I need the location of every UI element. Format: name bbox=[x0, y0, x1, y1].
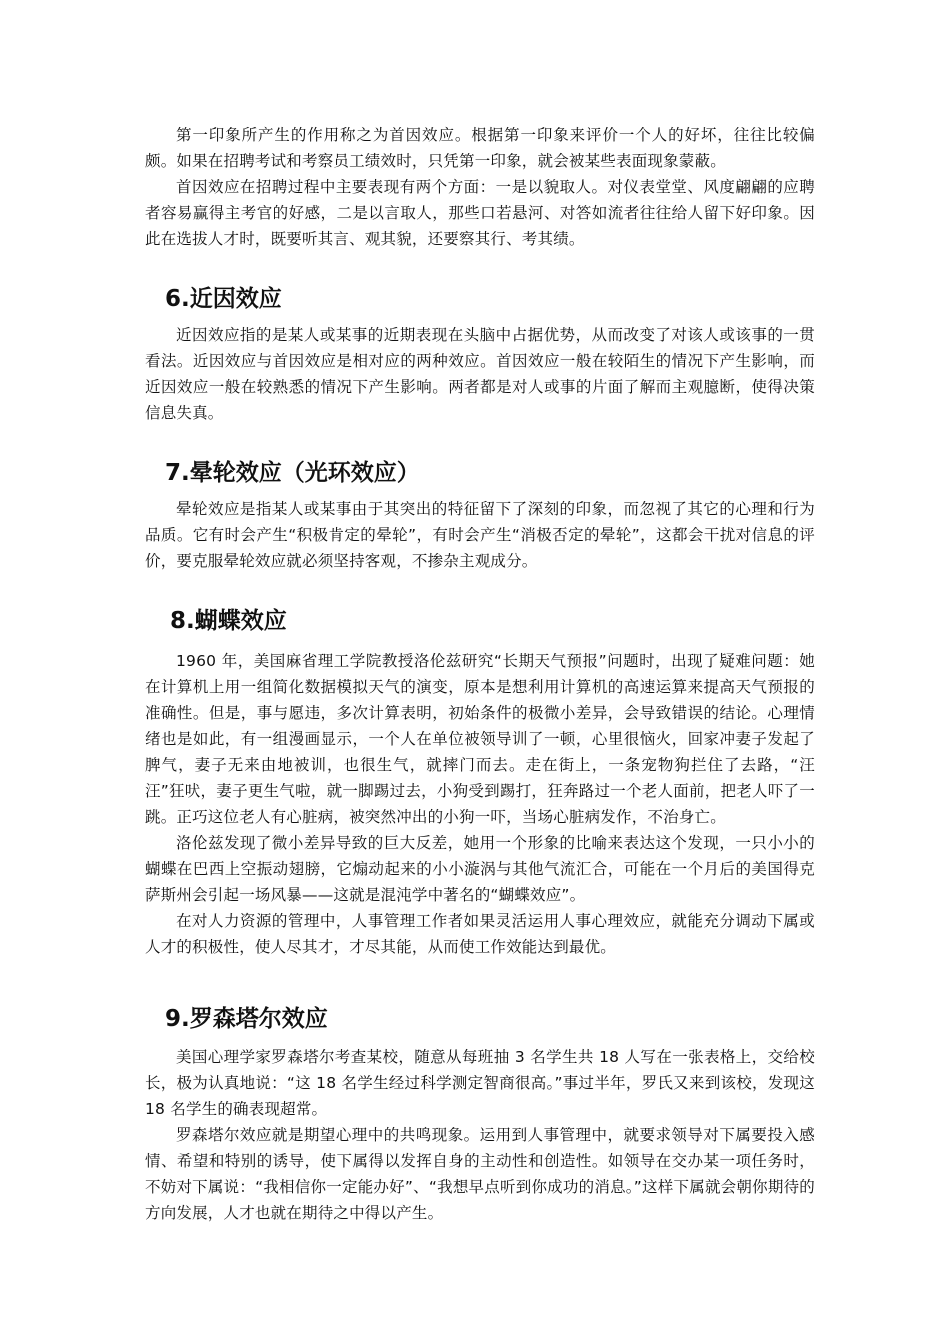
section-6-body bbox=[145, 322, 815, 426]
section-9-body bbox=[145, 1044, 815, 1226]
section-8-paragraph-3: 在对人力资源的管理中，人事管理工作者如果灵活运用人事心理效应，就能充分调动下属或人才的积极性，使人尽其才，才尽其能，从而使工作效能达到最优。 bbox=[145, 912, 815, 956]
section-8-paragraph-2: 洛伦兹发现了微小差异导致的巨大反差，她用一个形象的比喻来表达这个发现，一只小小的蝴蝶在巴西上空振动翅膀，它煽动起来的小小漩涡与其他气流汇合，可能在一个月后的美国得克萨斯州会引起一场风暴——这就是混沌学中著名的“蝴蝶效应”。 bbox=[145, 834, 815, 904]
section-9-heading-wrap bbox=[165, 1004, 815, 1034]
section-6-heading: 6.近因效应 bbox=[165, 286, 282, 312]
section-7-heading-wrap bbox=[165, 458, 815, 488]
intro-section bbox=[145, 122, 815, 252]
section-9-paragraph-2: 罗森塔尔效应就是期望心理中的共鸣现象。运用到人事管理中，就要求领导对下属要投入感情、希望和特别的诱导，使下属得以发挥自身的主动性和创造性。如领导在交办某一项任务时，不妨对下属说：“我相信你一定能办好”、“我想早点听到你成功的消息。”这样下属就会朝你期待的方向发展，人才也就在期待之中得以产生。 bbox=[145, 1126, 815, 1222]
section-8-heading: 8.蝴蝶效应 bbox=[170, 608, 287, 634]
section-7-body bbox=[145, 496, 815, 574]
section-7-heading: 7.晕轮效应（光环效应） bbox=[165, 460, 420, 486]
intro-paragraph-2: 首因效应在招聘过程中主要表现有两个方面：一是以貌取人。对仪表堂堂、风度翩翩的应聘者容易赢得主考官的好感，二是以言取人，那些口若悬河、对答如流者往往给人留下好印象。因此在选拔人才时，既要听其言、观其貌，还要察其行、考其绩。 bbox=[145, 178, 815, 248]
section-8-paragraph-1: 1960 年，美国麻省理工学院教授洛伦兹研究“长期天气预报”问题时，出现了疑难问题：她在计算机上用一组简化数据模拟天气的演变，原本是想利用计算机的高速运算来提高天气预报的准确性。但是，事与愿违，多次计算表明，初始条件的极微小差异，会导致错误的结论。心理情绪也是如此，有一组漫画显示，一个人在单位被领导训了一顿，心里很恼火，回家冲妻子发起了脾气，妻子无来由地被训，也很生气，就摔门而去。走在街上，一条宠物狗拦住了去路，“汪汪”狂吠，妻子更生气啦，就一脚踢过去，小狗受到踢打，狂奔路过一个老人面前，把老人吓了一跳。正巧这位老人有心脏病，被突然冲出的小狗一吓，当场心脏病发作，不治身亡。 bbox=[145, 652, 815, 826]
section-9-paragraph-1: 美国心理学家罗森塔尔考查某校，随意从每班抽 3 名学生共 18 人写在一张表格上，交给校长，极为认真地说：“这 18 名学生经过科学测定智商很高。”事过半年，罗氏又来到该校，发现这 18 名学生的确表现超常。 bbox=[145, 1048, 815, 1118]
section-6-heading-wrap bbox=[165, 284, 815, 314]
section-6-paragraph-1: 近因效应指的是某人或某事的近期表现在头脑中占据优势，从而改变了对该人或该事的一贯看法。近因效应与首因效应是相对应的两种效应。首因效应一般在较陌生的情况下产生影响，而近因效应一般在较熟悉的情况下产生影响。两者都是对人或事的片面了解而主观臆断，使得决策信息失真。 bbox=[145, 326, 815, 422]
section-8-heading-wrap bbox=[170, 606, 815, 636]
section-8-body bbox=[145, 648, 815, 960]
section-7-paragraph-1: 晕轮效应是指某人或某事由于其突出的特征留下了深刻的印象，而忽视了其它的心理和行为品质。它有时会产生“积极肯定的晕轮”，有时会产生“消极否定的晕轮”，这都会干扰对信息的评价，要克服晕轮效应就必须坚持客观，不掺杂主观成分。 bbox=[145, 500, 815, 570]
intro-paragraph-1: 第一印象所产生的作用称之为首因效应。根据第一印象来评价一个人的好坏，往往比较偏颇。如果在招聘考试和考察员工绩效时，只凭第一印象，就会被某些表面现象蒙蔽。 bbox=[145, 126, 815, 170]
section-9-heading: 9.罗森塔尔效应 bbox=[165, 1006, 328, 1032]
